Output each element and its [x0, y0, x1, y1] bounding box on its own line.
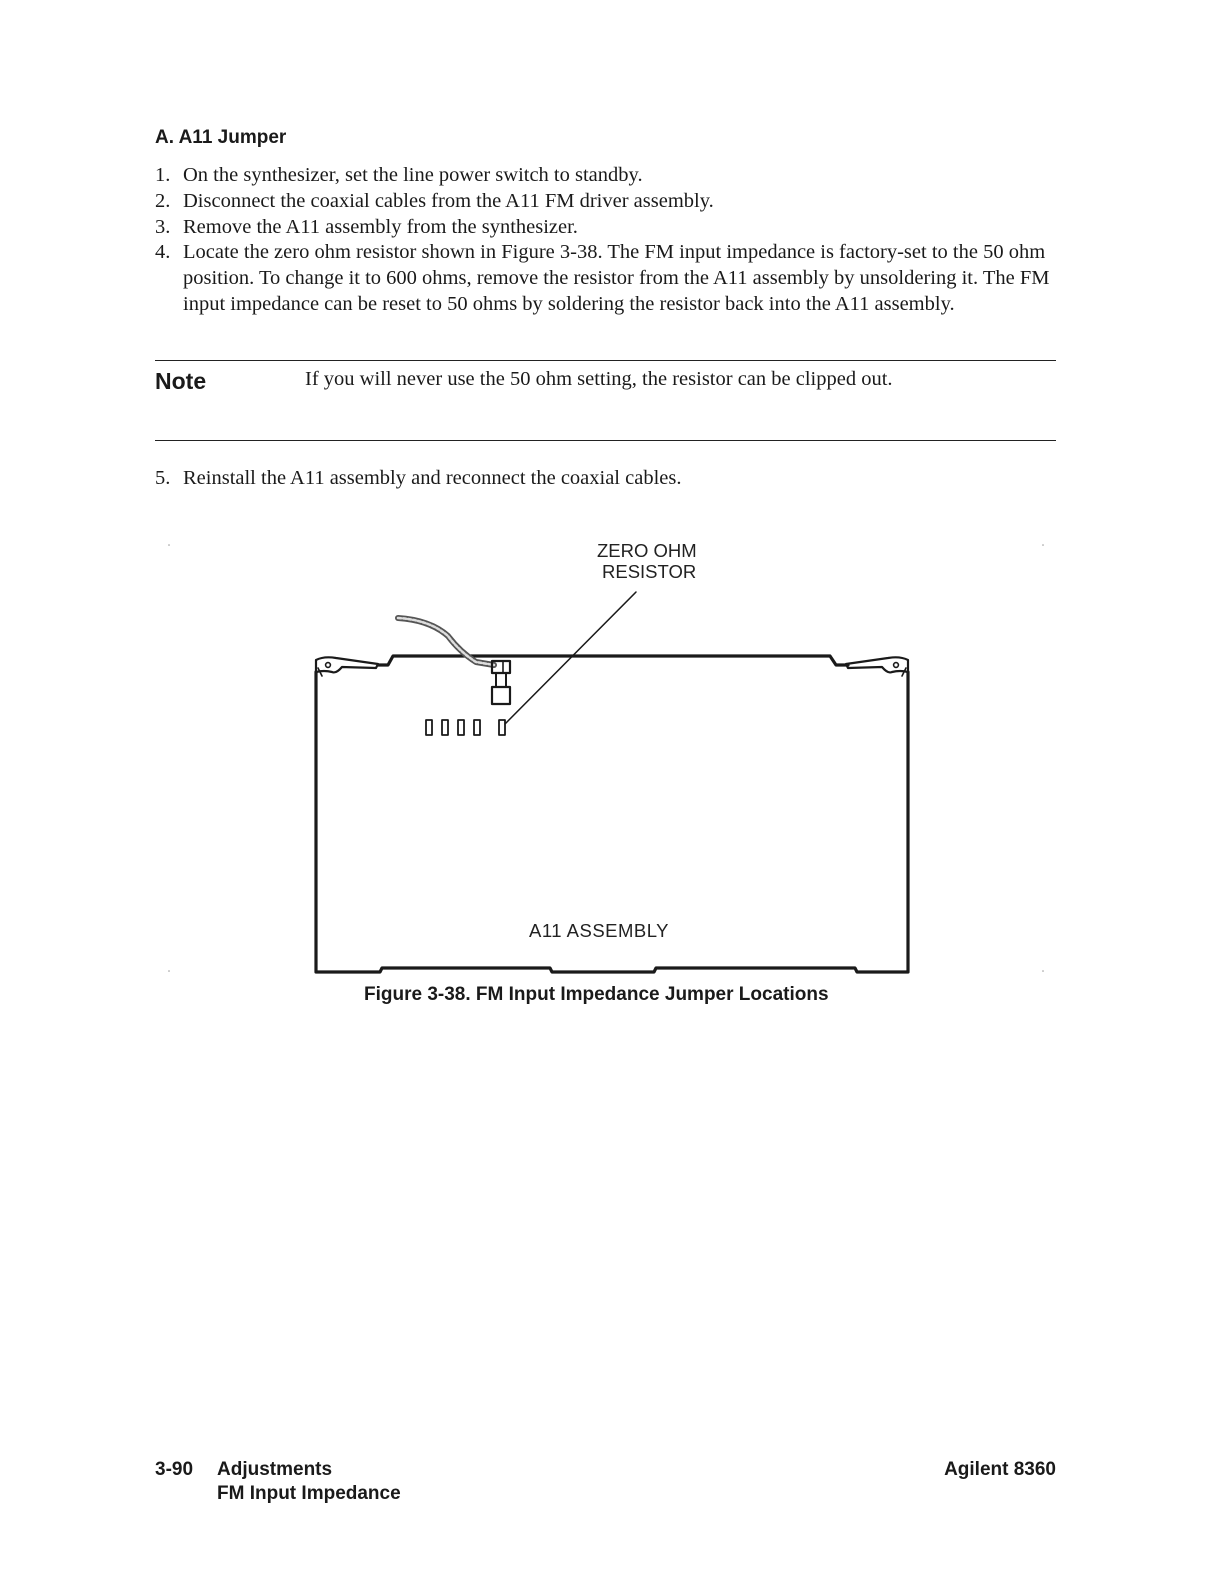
resistor-pad: [458, 720, 464, 735]
footer-product: Agilent 8360: [944, 1459, 1056, 1480]
resistor-pad: [426, 720, 432, 735]
step-text: On the synthesizer, set the line power switch to standby.: [183, 164, 643, 186]
footer-section: Adjustments: [217, 1459, 333, 1480]
step-text: Reinstall the A11 assembly and reconnect the coaxial cables.: [183, 467, 682, 489]
step-number: 3.: [155, 215, 171, 238]
callout-leader-line: [505, 592, 636, 724]
page-footer-left: [155, 1458, 401, 1506]
step-number: 5.: [155, 467, 171, 489]
figure-caption: Figure 3-38. FM Input Impedance Jumper Locations: [364, 984, 829, 1005]
step-number: 4.: [155, 241, 171, 264]
step-text: Remove the A11 assembly from the synthesizer.: [183, 215, 578, 238]
note-text: If you will never use the 50 ohm setting, the resistor can be clipped out.: [305, 368, 893, 390]
footer-subsection: FM Input Impedance: [217, 1483, 401, 1504]
zero-ohm-resistor: [499, 720, 505, 735]
resistor-pad: [474, 720, 480, 735]
step-number: 1.: [155, 164, 171, 186]
callout-line-2: RESISTOR: [602, 561, 697, 582]
page-number: 3-90: [155, 1459, 194, 1480]
resistor-pad: [442, 720, 448, 735]
note-label: Note: [155, 368, 207, 394]
step-number: 2.: [155, 189, 171, 212]
zero-ohm-resistor-callout: [597, 540, 697, 582]
board-top-edge: [378, 656, 848, 665]
step-text: Locate the zero ohm resistor shown in Figure 3-38. The FM input impedance is factory-set to the 50 ohm position. To change it to 600 ohms, remove the resistor from the A11 assembly by unsoldering it. The FM input impedance can be reset to 50 ohms by soldering the resistor back into the A11 assembly.: [183, 241, 1050, 315]
coax-cable: [398, 618, 494, 665]
assembly-label: A11 ASSEMBLY: [529, 920, 670, 941]
callout-line-1: ZERO OHM: [597, 540, 697, 561]
step-text: Disconnect the coaxial cables from the A11 FM driver assembly.: [183, 189, 714, 212]
section-heading: A. A11 Jumper: [155, 127, 287, 148]
